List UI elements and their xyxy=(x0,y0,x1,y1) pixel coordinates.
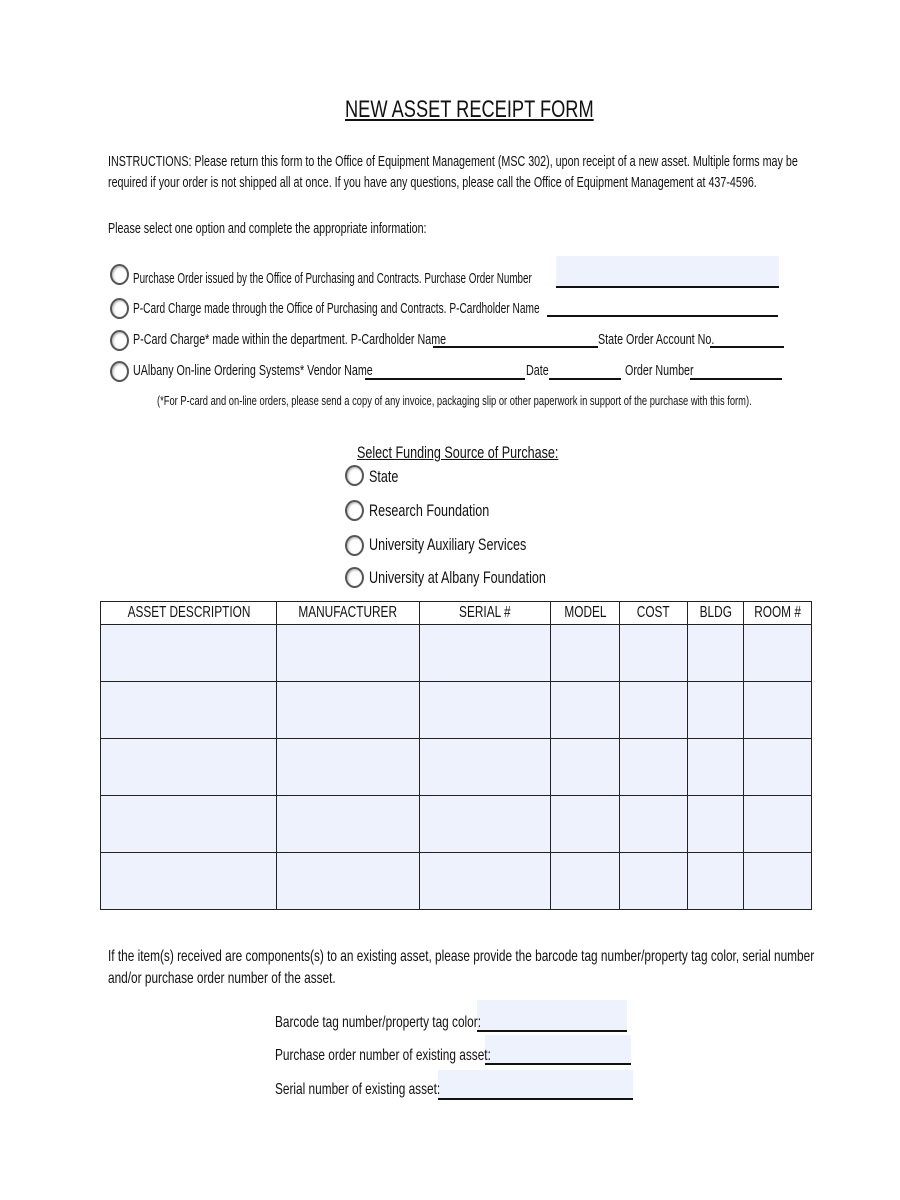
instructions-line-2: required if your order is not shipped all at once. If you have any questions, please call the Office of Equipment Management at 437-4596. xyxy=(108,175,757,191)
funding-option-label: University at Albany Foundation xyxy=(369,568,546,587)
header-cost: COST xyxy=(620,602,688,625)
purchase-order-existing-field[interactable] xyxy=(485,1035,631,1065)
table-cell-input[interactable] xyxy=(277,853,420,910)
table-cell-input[interactable] xyxy=(101,682,277,739)
table-cell-input[interactable] xyxy=(551,739,620,796)
footnote: (*For P-card and on-line orders, please send a copy of any invoice, packaging slip or other paperwork in support of the purchase with this form). xyxy=(157,393,752,408)
option-label: P-Card Charge made through the Office of Purchasing and Contracts. P-Cardholder Name xyxy=(133,301,540,317)
order-number-label: Order Number xyxy=(625,363,694,379)
header-asset-description: ASSET DESCRIPTION xyxy=(101,602,277,625)
funding-option-label: University Auxiliary Services xyxy=(369,535,527,554)
option-label: UAlbany On-line Ordering Systems* Vendor Name xyxy=(133,363,373,379)
order-number-field[interactable] xyxy=(690,378,782,380)
table-cell-input[interactable] xyxy=(420,682,551,739)
table-cell-input[interactable] xyxy=(101,625,277,682)
table-cell-input[interactable] xyxy=(744,853,812,910)
purchase-order-number-field[interactable] xyxy=(556,256,779,288)
date-label: Date xyxy=(526,363,549,379)
table-cell-input[interactable] xyxy=(101,796,277,853)
table-cell-input[interactable] xyxy=(551,853,620,910)
table-cell-input[interactable] xyxy=(551,682,620,739)
underline xyxy=(477,1030,627,1032)
table-cell-input[interactable] xyxy=(277,739,420,796)
table-row xyxy=(101,796,812,853)
header-manufacturer: MANUFACTURER xyxy=(277,602,420,625)
table-cell-input[interactable] xyxy=(688,682,744,739)
state-order-account-field[interactable] xyxy=(710,346,784,348)
header-room: ROOM # xyxy=(744,602,812,625)
barcode-field[interactable] xyxy=(477,1000,627,1032)
table-row xyxy=(101,625,812,682)
funding-option-label: State xyxy=(369,467,399,486)
header-bldg: BLDG xyxy=(688,602,744,625)
form-title: NEW ASSET RECEIPT FORM xyxy=(345,96,594,123)
table-cell-input[interactable] xyxy=(688,796,744,853)
table-row xyxy=(101,682,812,739)
option-label: P-Card Charge* made within the department. P-Cardholder Name xyxy=(133,332,447,348)
date-field[interactable] xyxy=(549,378,621,380)
table-cell-input[interactable] xyxy=(620,853,688,910)
underline xyxy=(556,286,779,288)
state-order-account-label: State Order Account No. xyxy=(598,332,715,348)
option-purchase-order-radio[interactable] xyxy=(110,264,129,285)
components-note-line-2: and/or purchase order number of the asset. xyxy=(108,970,336,987)
table-cell-input[interactable] xyxy=(688,625,744,682)
underline xyxy=(438,1098,633,1100)
instructions-line-1: INSTRUCTIONS: Please return this form to the Office of Equipment Management (MSC 302), upon receipt of a new asset. Multiple forms may be xyxy=(108,154,798,170)
table-cell-input[interactable] xyxy=(551,625,620,682)
dept-pcardholder-name-field[interactable] xyxy=(433,346,598,348)
vendor-name-field[interactable] xyxy=(365,378,525,380)
serial-existing-field[interactable] xyxy=(438,1070,633,1100)
funding-research-foundation-radio[interactable] xyxy=(345,500,364,521)
option-online-ordering-radio[interactable] xyxy=(110,361,129,382)
table-row xyxy=(101,853,812,910)
table-cell-input[interactable] xyxy=(620,682,688,739)
table-cell-input[interactable] xyxy=(277,682,420,739)
table-cell-input[interactable] xyxy=(620,796,688,853)
table-cell-input[interactable] xyxy=(688,853,744,910)
option-pcard-purchasing-radio[interactable] xyxy=(110,298,129,319)
table-cell-input[interactable] xyxy=(101,853,277,910)
table-cell-input[interactable] xyxy=(420,853,551,910)
components-note-line-1: If the item(s) received are components(s) to an existing asset, please provide the barcode tag number/property tag color, serial number xyxy=(108,948,815,965)
purchase-order-existing-label: Purchase order number of existing asset: xyxy=(275,1047,491,1064)
underline xyxy=(485,1063,631,1065)
header-serial: SERIAL # xyxy=(420,602,551,625)
table-cell-input[interactable] xyxy=(420,796,551,853)
table-cell-input[interactable] xyxy=(744,682,812,739)
barcode-label: Barcode tag number/property tag color: xyxy=(275,1014,481,1031)
table-cell-input[interactable] xyxy=(744,739,812,796)
funding-ualbany-foundation-radio[interactable] xyxy=(345,567,364,588)
table-cell-input[interactable] xyxy=(551,796,620,853)
funding-option-label: Research Foundation xyxy=(369,501,490,520)
header-model: MODEL xyxy=(551,602,620,625)
serial-existing-label: Serial number of existing asset: xyxy=(275,1081,441,1098)
funding-auxiliary-services-radio[interactable] xyxy=(345,535,364,556)
table-cell-input[interactable] xyxy=(620,739,688,796)
table-cell-input[interactable] xyxy=(620,625,688,682)
table-cell-input[interactable] xyxy=(277,796,420,853)
table-cell-input[interactable] xyxy=(744,625,812,682)
funding-state-radio[interactable] xyxy=(345,465,364,486)
option-pcard-department-radio[interactable] xyxy=(110,330,129,351)
funding-heading: Select Funding Source of Purchase: xyxy=(357,443,559,462)
table-cell-input[interactable] xyxy=(420,625,551,682)
asset-table xyxy=(100,601,812,910)
table-cell-input[interactable] xyxy=(101,739,277,796)
table-cell-input[interactable] xyxy=(277,625,420,682)
table-cell-input[interactable] xyxy=(744,796,812,853)
pcardholder-name-field[interactable] xyxy=(547,315,778,317)
table-cell-input[interactable] xyxy=(688,739,744,796)
table-row xyxy=(101,739,812,796)
option-label: Purchase Order issued by the Office of Purchasing and Contracts. Purchase Order Number xyxy=(133,271,532,287)
select-prompt: Please select one option and complete the appropriate information: xyxy=(108,221,427,237)
table-cell-input[interactable] xyxy=(420,739,551,796)
